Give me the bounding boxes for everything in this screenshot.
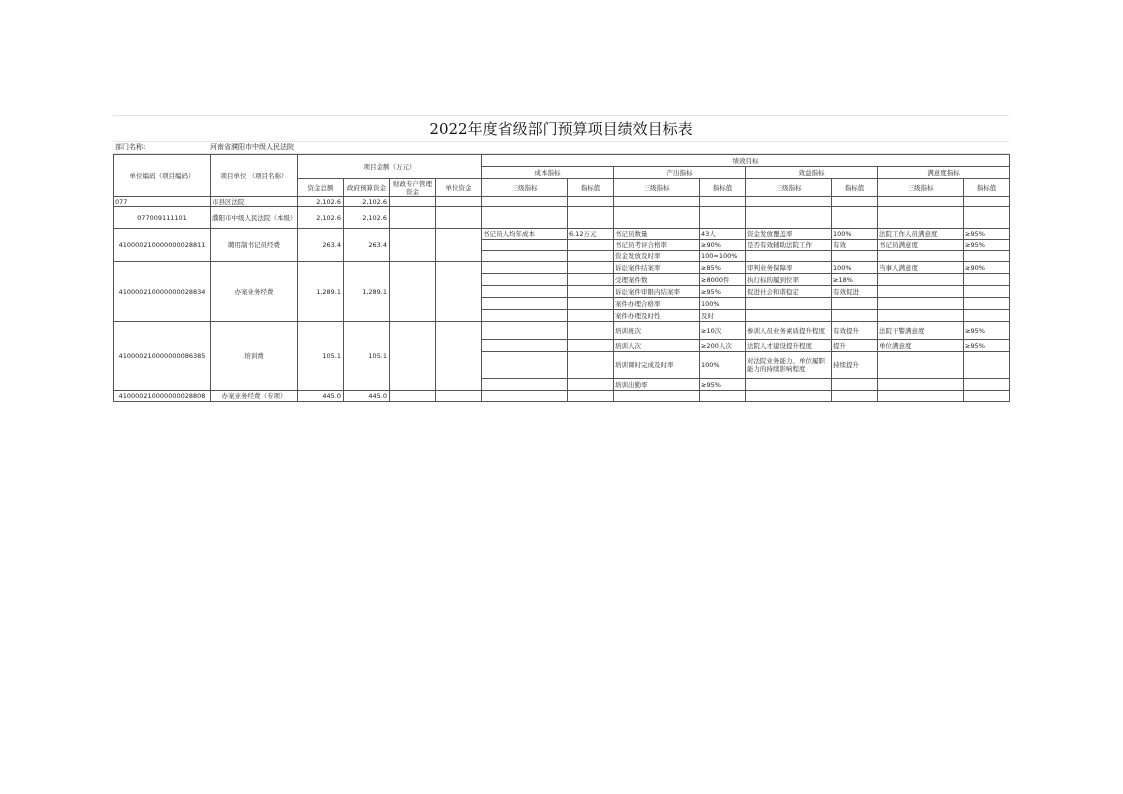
row-code: 077 [114,197,211,207]
output-value: ≥10次 [700,322,746,340]
header-level3: 三级指标 [482,179,568,197]
effect-indicator: 对法院业务能力、单位履职能力的持续影响程度 [746,352,832,379]
output-indicator: 培训课时完成及时率 [614,352,700,379]
header-unit-name: 项目单位 （项目名称） [211,155,298,197]
satisfaction-indicator: 当事人满意度 [878,262,964,274]
row-name: 濮阳市中级人民法院（本级） [211,207,298,229]
header-level3: 三级指标 [746,179,832,197]
effect-indicator: 审判业务保障率 [746,262,832,274]
output-value: ≥95% [700,286,746,298]
satisfaction-value: ≥95% [964,229,1010,240]
row-name: 办案业务经费 [211,262,298,322]
page-title: 2022年度省级部门预算项目绩效目标表 [113,115,1009,142]
row-code: 410000210000000028808 [114,391,211,402]
header-value: 指标值 [964,179,1010,197]
output-value: 100=100% [700,251,746,262]
row-total: 445.0 [298,391,344,402]
effect-value: 100% [832,229,878,240]
satisfaction-value: ≥95% [964,240,1010,251]
output-value: 100% [700,298,746,310]
performance-sheet [113,115,1009,402]
effect-value: 持续提升 [832,352,878,379]
output-value: ≥8000件 [700,274,746,286]
row-total: 1,289.1 [298,262,344,322]
header-satisfaction: 满意度指标 [878,167,1010,179]
satisfaction-value: ≥95% [964,340,1010,352]
table-row [114,391,1010,402]
effect-indicator: 是否有效辅助法院工作 [746,240,832,251]
department-value: 河南省濮阳市中级人民法院 [210,143,294,151]
header-unit-fund: 单位资金 [436,179,482,197]
header-value: 指标值 [700,179,746,197]
output-value: ≥95% [700,379,746,391]
output-value: ≥90% [700,240,746,251]
header-value: 指标值 [568,179,614,197]
header-output: 产出指标 [614,167,746,179]
row-name: 聘用制书记员经费 [211,229,298,262]
row-gov: 263.4 [344,229,390,262]
output-indicator: 培训出勤率 [614,379,700,391]
effect-value: 有效 [832,240,878,251]
row-code: 410000210000000028811 [114,229,211,262]
output-indicator: 诉讼案件结案率 [614,262,700,274]
effect-indicator: 法院人才建设提升程度 [746,340,832,352]
header-value: 指标值 [832,179,878,197]
output-indicator: 书记员数量 [614,229,700,240]
output-indicator: 诉讼案件审限内结案率 [614,286,700,298]
row-gov: 2,102.6 [344,197,390,207]
header-level3: 三级指标 [878,179,964,197]
effect-value: 有效促进 [832,286,878,298]
table-row [114,207,1010,229]
effect-value: 100% [832,262,878,274]
effect-indicator: 执行标的履到位率 [746,274,832,286]
output-indicator: 书记员考评合格率 [614,240,700,251]
satisfaction-value: ≥90% [964,262,1010,274]
row-code: 077009111101 [114,207,211,229]
row-total: 2,102.6 [298,207,344,229]
header-cost: 成本指标 [482,167,614,179]
effect-value: ≥18% [832,274,878,286]
satisfaction-indicator: 法院工作人员满意度 [878,229,964,240]
header-fiscal-special: 财政专户管理资金 [390,179,436,197]
row-total: 2,102.6 [298,197,344,207]
output-indicator: 培训班次 [614,322,700,340]
row-gov: 2,102.6 [344,207,390,229]
effect-value: 有效提升 [832,322,878,340]
row-gov: 105.1 [344,322,390,391]
row-name: 办案业务经费（专项） [211,391,298,402]
output-value: 43人 [700,229,746,240]
effect-value: 提升 [832,340,878,352]
satisfaction-value: ≥95% [964,322,1010,340]
performance-table [113,154,1010,402]
satisfaction-indicator: 单位满意度 [878,340,964,352]
row-gov: 445.0 [344,391,390,402]
output-indicator: 案件办理及时性 [614,310,700,322]
header-performance-goal: 绩效目标 [482,155,1010,167]
effect-indicator: 资金发放覆盖率 [746,229,832,240]
satisfaction-indicator: 法院干警满意度 [878,322,964,340]
header-gov-budget: 政府预算资金 [344,179,390,197]
department-row [113,142,1009,154]
table-row [114,197,1010,207]
department-label: 部门名称: [115,143,146,151]
header-level3: 三级指标 [614,179,700,197]
header-unit-code: 单位编码（项目编码） [114,155,211,197]
header-amount-group: 项目金额（万元） [298,155,482,179]
output-indicator: 资金发放及时率 [614,251,700,262]
output-indicator: 案件办理合格率 [614,298,700,310]
header-total: 资金总额 [298,179,344,197]
row-name: 培训费 [211,322,298,391]
table-row [114,262,1010,274]
header-effect: 效益指标 [746,167,878,179]
table-row [114,229,1010,240]
row-gov: 1,289.1 [344,262,390,322]
cost-indicator: 书记员人均年成本 [482,229,568,240]
row-total: 105.1 [298,322,344,391]
output-value: 及时 [700,310,746,322]
table-row [114,322,1010,340]
row-code: 410000210000000086385 [114,322,211,391]
output-value: ≥200人次 [700,340,746,352]
output-indicator: 受理案件数 [614,274,700,286]
effect-indicator: 参训人员业务素质提升程度 [746,322,832,340]
output-value: 100% [700,352,746,379]
row-code: 410000210000000028834 [114,262,211,322]
satisfaction-indicator: 书记员满意度 [878,240,964,251]
row-total: 263.4 [298,229,344,262]
output-indicator: 培训人次 [614,340,700,352]
effect-indicator: 促进社会和谐稳定 [746,286,832,298]
row-name: 市县区法院 [211,197,298,207]
cost-value: 6.12万元 [568,229,614,240]
output-value: ≥85% [700,262,746,274]
